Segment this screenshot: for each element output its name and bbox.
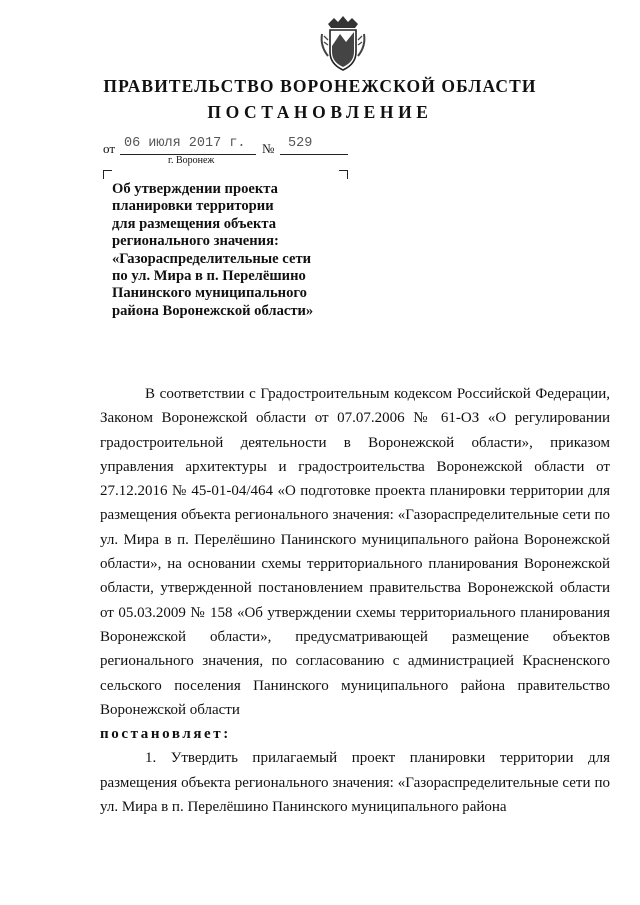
subject-line: Панинского муниципального [112, 285, 307, 302]
subject-line: Об утверждении проекта [112, 181, 278, 197]
document-number: 529 [288, 136, 313, 151]
date-prefix: от [103, 141, 116, 156]
city-label: г. Воронеж [168, 155, 215, 166]
document-body [100, 382, 610, 819]
government-title: ПРАВИТЕЛЬСТВО ВОРОНЕЖСКОЙ ОБЛАСТИ [103, 76, 537, 96]
subject-line: регионального значения: [112, 233, 279, 250]
right-corner-mark [339, 170, 348, 179]
subject-line: для размещения объекта [112, 215, 277, 232]
left-corner-mark [103, 170, 112, 179]
number-underline [280, 154, 348, 155]
document-subject [112, 181, 352, 320]
item-1-paragraph: 1. Утвердить прилагаемый проект планировки территории для размещения объекта регионального значения: «Газораспределительные сети по ул. Мира в п. Перелёшино Панинского муниципального района [100, 750, 610, 816]
subject-line: по ул. Мира в п. Перелёшино [112, 268, 306, 285]
document-date: 06 июля 2017 г. [124, 136, 246, 151]
preamble-paragraph: В соответствии с Градостроительным кодексом Российской Федерации, Законом Воронежской области от 07.07.2006 № 61-ОЗ «О регулировании градостроительной деятельности в Воронежской области», приказом управления архитектуры и градостроительства Воронежской области от 27.12.2016 № 45-01-04/464 «О подготовке проекта планировки территории для размещения объекта регионального значения: «Газораспределительные сети по ул. Мира в п. Перелёшино Панинского муниципального района Воронежской области», на основании схемы территориального планирования Воронежской области, утвержденной постановлением правительства Воронежской области от 05.03.2009 № 158 «Об утверждении схемы территориального планирования Воронежской области», предусматривающей размещение объектов регионального значения, по согласованию с администрацией Красненского сельского поселения Панинского муниципального района правительство Воронежской области [100, 386, 610, 718]
subject-line: «Газораспределительные сети [112, 250, 312, 267]
number-prefix: № [262, 141, 275, 156]
coat-of-arms-icon [318, 14, 368, 72]
document-type: ПОСТАНОВЛЕНИЕ [207, 102, 433, 122]
subject-line: района Воронежской области» [112, 302, 314, 319]
resolves-heading: постановляет: [100, 726, 231, 743]
subject-line: планировки территории [112, 198, 274, 215]
